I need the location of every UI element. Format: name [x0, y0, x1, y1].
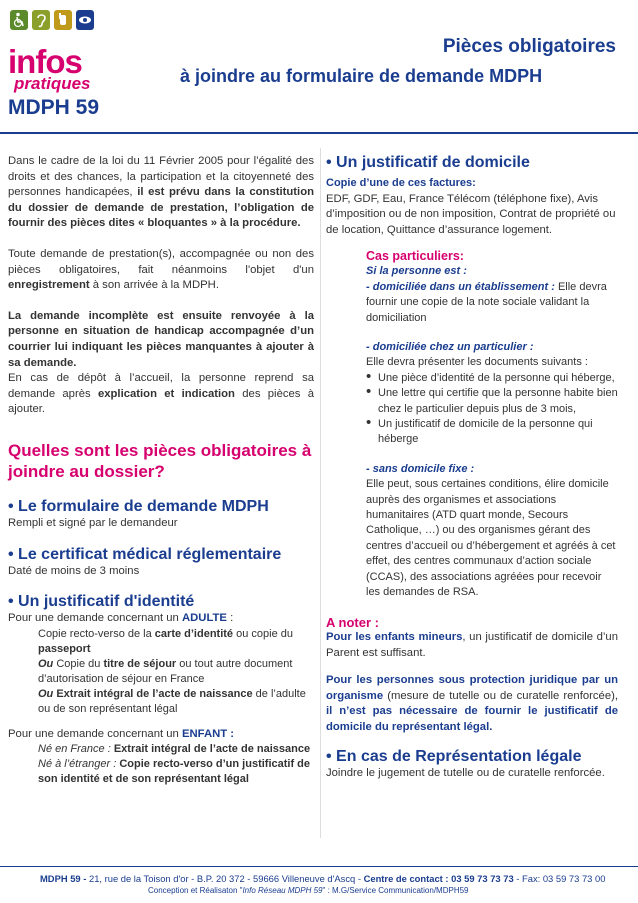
- section-domicile-text: EDF, GDF, Eau, France Télécom (téléphone fixe), Avis d’imposition ou de non imposition, Contrat de propriété ou de location, Quittance d’assurance logement.: [326, 192, 616, 236]
- left-column: [8, 154, 314, 787]
- cas-etablissement-label: - domiciliée dans un établissement :: [366, 280, 555, 293]
- registration-end: à son arrivée à la MDPH.: [92, 279, 219, 292]
- question-heading: Quelles sont les pièces obligatoires à joindre au dossier?: [8, 440, 312, 481]
- cas-sub: Si la personne est :: [366, 265, 467, 278]
- footer-address: 21, rue de la Toison d'or - B.P. 20 372 - 59666 Villeneuve d'Ascq -: [88, 873, 361, 884]
- page-subtitle: à joindre au formulaire de demande MDPH: [180, 66, 543, 86]
- note-protection: [326, 673, 618, 735]
- logo-mdph: MDPH 59: [8, 96, 100, 119]
- adulte-line: [8, 611, 314, 627]
- footer-divider: [0, 866, 638, 867]
- note-protection-bold2: il n’est pas nécessaire de fournir le justificatif de domicile du représentant légal.: [326, 705, 618, 734]
- section-certificat-text: Daté de moins de 3 moins: [8, 564, 140, 577]
- adulte-colon: :: [226, 612, 234, 625]
- footer-credits-c: " : M.G/Service Communication/MDPH59: [322, 886, 469, 895]
- deposit-end: des pièces à ajouter.: [8, 387, 315, 416]
- adulte-item-3-ou: Ou: [38, 687, 54, 700]
- intro-paragraph: [8, 154, 314, 232]
- logo-infos: infos: [8, 43, 82, 80]
- footer-phone: Centre de contact : 03 59 73 73 73: [363, 873, 514, 884]
- right-column: [326, 154, 618, 781]
- section-representation-title: • En cas de Représentation légale: [326, 747, 582, 765]
- adulte-item-2-text2: ou tout autre document d’autorisation de séjour en France: [38, 657, 293, 685]
- note-protection-text: (mesure de tutelle ou de curatelle renforcée),: [387, 689, 619, 702]
- enfant-item-2: [38, 757, 314, 787]
- section-representation-text: Joindre le jugement de tutelle ou de curatelle renforcée.: [326, 766, 605, 779]
- wheelchair-icon: [10, 10, 28, 30]
- enfant-line: [8, 727, 314, 743]
- enfant-item-1: [38, 742, 314, 757]
- registration-text: Toute demande de prestation(s), accompagnée ou non des pièces obligatoires, fait néanmoins l'objet d'un: [8, 247, 314, 276]
- section-formulaire-title: • Le formulaire de demande MDPH: [8, 497, 269, 515]
- cas-sdf-label: - sans domicile fixe :: [366, 462, 475, 475]
- footer-credits: [148, 886, 469, 895]
- enfant-text: Pour une demande concernant un: [8, 727, 179, 740]
- cas-particulier-label: - domiciliée chez un particulier :: [366, 341, 534, 353]
- adulte-item-1-text2: ou copie du: [236, 627, 293, 640]
- adulte-item-2-bold: titre de séjour: [103, 657, 177, 670]
- footer-credits-b: Info Réseau MDPH 59: [242, 886, 323, 895]
- cas-particulier-item: • Une pièce d’identité de la personne qui héberge,: [366, 371, 618, 386]
- enfant-item-2-bold: Copie recto-verso d’un justificatif de son identité et de son représentant légal: [38, 758, 311, 786]
- header-divider: [0, 132, 638, 134]
- footer-credits-a: Conception et Réalisaton ": [148, 886, 243, 895]
- section-domicile-sub: Copie d’une de ces factures:: [326, 177, 476, 189]
- page-title: Pièces obligatoires: [442, 36, 616, 57]
- cas-particulier-text: Elle devra présenter les documents suivants :: [366, 356, 588, 369]
- section-formulaire-text: Rempli et signé par le demandeur: [8, 516, 178, 529]
- note-protection-bold: Pour les personnes sous protection juridique par un organisme: [326, 674, 618, 702]
- cas-particulier-item: • Un justificatif de domicile de la personne qui héberge: [366, 417, 618, 448]
- adulte-item-1-bold: carte d’identité: [154, 627, 234, 640]
- adulte-item-3-text: de l’adulte ou de son représentant légal: [38, 687, 306, 715]
- adulte-item-1-bold2: passeport: [38, 642, 91, 655]
- adulte-item-3: [38, 687, 314, 717]
- column-divider: [320, 148, 321, 838]
- enfant-item-1-label: Né en France :: [38, 743, 111, 756]
- cas-etablissement-text: Elle devra fournir une copie de la note sociale validant la domiciliation: [366, 280, 607, 324]
- intro-text: Dans le cadre de la loi du 11 Février 2005 pour l’égalité des droits et des chances, la participation et la citoyenneté des personnes handicapées,: [8, 155, 314, 199]
- adulte-item-2-text: Copie du: [56, 657, 101, 670]
- enfant-item-2-label: Né à l’étranger :: [38, 758, 117, 771]
- cas-sdf-text: Elle peut, sous certaines conditions, élire domicile auprès des organismes et associations humanitaires (ATD quart monde, Secours Catholique, …) ou des organismes gérant des centres d’accueil ou d’hébergement et agréés à cet effet, des centres communaux d’action sociale (CCAS), des associations agréées pour recevoir les demandes de RSA.: [366, 478, 616, 599]
- footer-fax: - Fax: 03 59 73 73 00: [516, 873, 606, 884]
- cas-particuliers: [326, 248, 618, 600]
- adulte-item-1: [38, 627, 314, 657]
- enfant-label: ENFANT :: [181, 727, 235, 740]
- footer-org: MDPH 59 -: [40, 873, 87, 884]
- registration-paragraph: [8, 247, 314, 294]
- cas-particulier-item: • Une lettre qui certifie que la personne habite bien chez le particulier depuis plus de 3 mois,: [366, 386, 618, 417]
- cas-etablissement: [366, 280, 618, 326]
- adulte-label: ADULTE: [181, 612, 227, 625]
- eye-icon: [76, 10, 94, 30]
- cas-title: Cas particuliers:: [366, 249, 464, 264]
- section-identite-title: • Un justificatif d'identité: [8, 593, 195, 611]
- note-enfants-bold: Pour les enfants mineurs: [326, 631, 463, 644]
- note-enfants-text: , un justificatif de domicile d’un Parent est suffisant.: [326, 631, 618, 659]
- ear-icon: [32, 10, 50, 30]
- logo-pratiques: pratiques: [14, 74, 91, 93]
- adulte-item-3-bold: Extrait intégral de l’acte de naissance: [56, 687, 253, 700]
- note-enfants: [326, 630, 618, 661]
- section-domicile-title: • Un justificatif de domicile: [326, 154, 530, 171]
- a-noter-heading: A noter :: [326, 614, 379, 630]
- enfant-item-1-bold: Extrait intégral de l’acte de naissance: [113, 743, 311, 756]
- section-certificat-title: • Le certificat médical réglementaire: [8, 545, 282, 563]
- adulte-item-1-text: Copie recto-verso de la: [38, 627, 152, 640]
- incomplete-paragraph: [8, 309, 314, 418]
- deposit-bold: explication et indication: [97, 387, 235, 400]
- adulte-text: Pour une demande concernant un: [8, 612, 179, 625]
- deposit-text: En cas de dépôt à l’accueil, la personne reprend sa demande après: [8, 372, 314, 400]
- incomplete-bold: La demande incomplète est ensuite renvoyée à la personne en situation de handicap accompagnée d’un courrier lui indiquant les pièces manquantes à ajouter à sa demande.: [8, 309, 314, 369]
- hand-sign-icon: [54, 10, 72, 30]
- footer-contact: [40, 873, 605, 884]
- registration-bold: enregistrement: [8, 279, 90, 292]
- adulte-item-2: [38, 657, 314, 687]
- intro-bold: il est prévu dans la constitution du dossier de demande de prestation, l’obligation de fournir des pièces dites « bloquantes » à la procédure.: [8, 186, 315, 230]
- accessibility-icons: [10, 10, 94, 30]
- adulte-item-2-ou: Ou: [38, 657, 54, 670]
